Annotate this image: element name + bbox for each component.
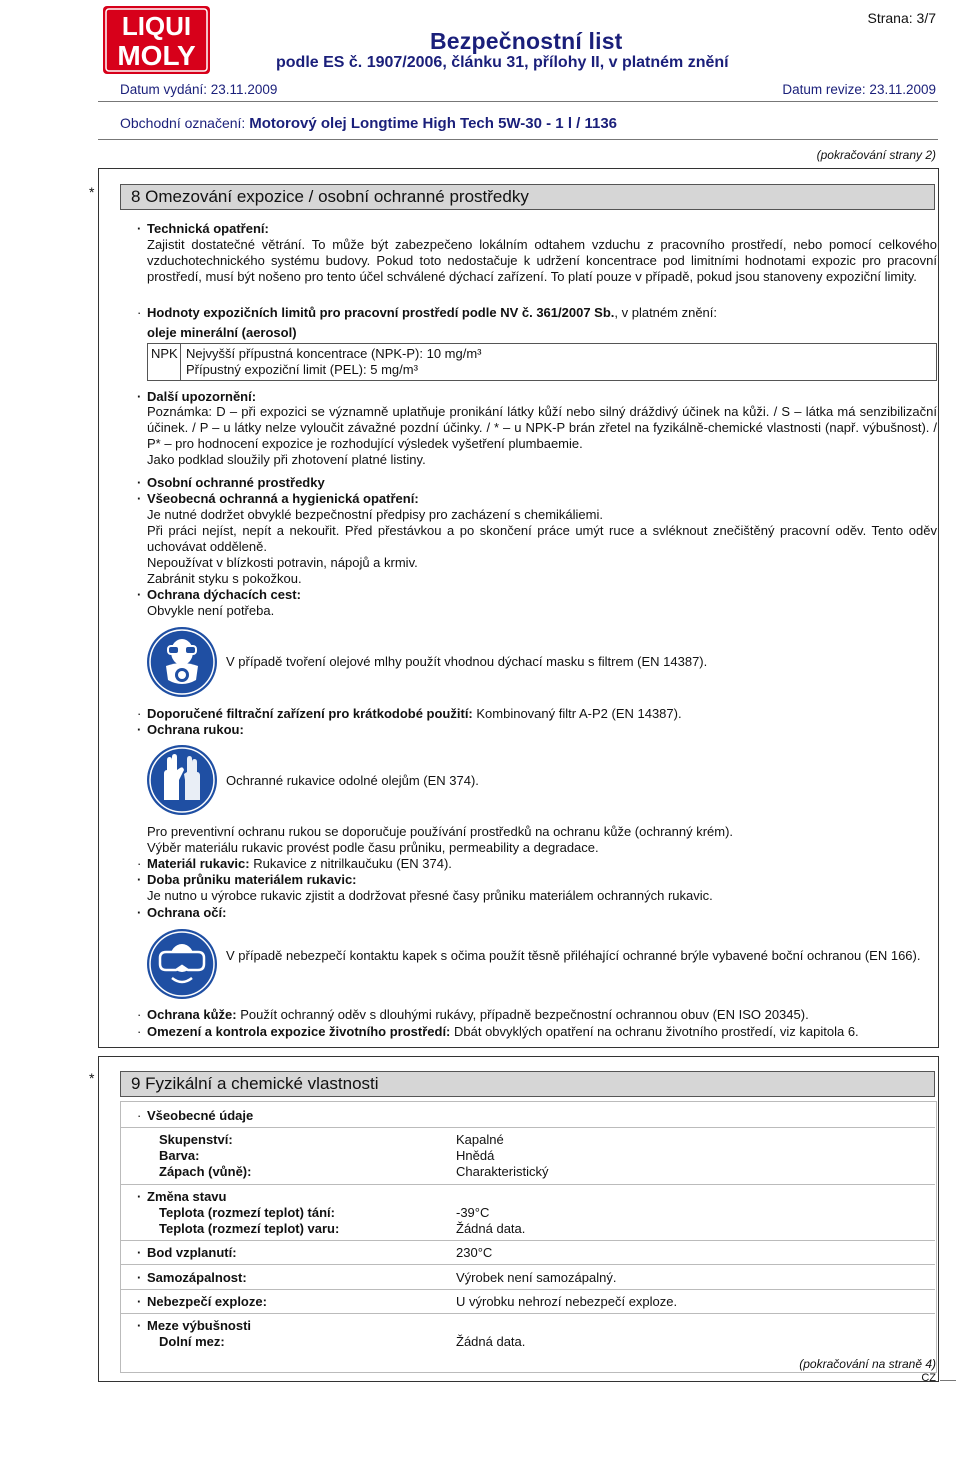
explosive-limits-label: · Meze výbušnosti: [137, 1318, 252, 1333]
continued-to: (pokračování na straně 4): [799, 1357, 936, 1371]
section-8-heading: 8 Omezování expozice / osobní ochranné prostředky: [120, 184, 935, 210]
prop-value: Hnědá: [456, 1148, 495, 1163]
general-label: · Všeobecné údaje: [137, 1108, 254, 1123]
npk-code-cell: NPK: [148, 344, 181, 380]
respiratory-label: · Ochrana dýchacích cest:: [137, 587, 301, 602]
lower-limit-label: Dolní mez:: [159, 1334, 225, 1349]
row-separator: [120, 1127, 935, 1128]
npk-line-1: Nejvyšší přípustná koncentrace (NPK-P): 10 mg/m³: [186, 346, 482, 361]
eye-label: · Ochrana očí:: [137, 905, 227, 920]
tech-label: · Technická opatření:: [137, 221, 269, 236]
hygiene-4: Zabránit styku s pokožkou.: [147, 571, 302, 586]
npk-table: [147, 343, 937, 381]
prop-value: Žádná data.: [456, 1221, 526, 1236]
respirator-icon: [146, 626, 218, 701]
hand-label: · Ochrana rukou:: [137, 722, 244, 737]
hand-text-2: Výběr materiálu rukavic provést podle času průniku, permeability a degradace.: [147, 840, 599, 855]
explosion-label: · Nebezpečí exploze:: [137, 1294, 267, 1309]
language-code: CZ: [921, 1372, 936, 1384]
trade-value: Motorový olej Longtime High Tech 5W-30 - 1 l / 1136: [249, 115, 618, 132]
trade-divider: [98, 139, 938, 140]
tech-text: Zajistit dostatečné větrání. To může být zabezpečeno lokálním odtahem vzduchu z pracovního prostředí, nebo pomocí celkového vzduchotechnického systému budovy. Pokud toto nedostačuje k udržení koncentrace pod limitními hodnotami expozic pro pracovní prostředí, musí být nošeno pro tento účel schválené dýchací zařízení. To platí pouze v případě, pokud jsou stanoveny expoziční limity.: [147, 237, 937, 284]
respiratory-icon-text: V případě tvoření olejové mlhy použít vhodnou dýchací masku s filtrem (EN 14387).: [226, 654, 708, 669]
liqui-moly-logo: [103, 6, 210, 74]
glove-material: · Materiál rukavic: Rukavice z nitrilkaučuku (EN 374).: [137, 856, 452, 871]
prop-label: Zápach (vůně):: [159, 1164, 252, 1179]
prop-value: Charakteristický: [456, 1164, 549, 1179]
revision-star: *: [89, 184, 95, 200]
environment-control: · Omezení a kontrola expozice životního prostředí: Dbát obvyklých opatření na ochranu životního prostředí, viz kapitola 6.: [137, 1024, 859, 1039]
hygiene-label: · Všeobecná ochranná a hygienická opatření:: [137, 491, 419, 506]
footer-rule: [940, 1380, 956, 1381]
logo-line-1: LIQUI: [121, 11, 192, 41]
row-separator: [120, 1240, 935, 1241]
hygiene-3: Nepoužívat v blízkosti potravin, nápojů a krmiv.: [147, 555, 418, 570]
regulation-line: podle ES č. 1907/2006, článku 31, přílohy II, v platném znění: [276, 54, 729, 71]
self-ignition-label: · Samozápalnost:: [137, 1270, 247, 1285]
eye-icon-text: V případě nebezpečí kontaktu kapek s očima použít těsně přiléhající ochranné brýle vybavené boční ochranou (EN 166).: [226, 948, 921, 963]
flash-point-value: 230°C: [456, 1245, 493, 1260]
prop-label: Teplota (rozmezí teplot) tání:: [159, 1205, 335, 1220]
notes-label: · Další upozornění:: [137, 389, 257, 404]
hand-text-1: Pro preventivní ochranu rukou se doporučuje používání prostředků na ochranu kůže (ochranný krém).: [147, 824, 734, 839]
logo-line-2: MOLY: [117, 40, 196, 71]
issue-date: Datum vydání: 23.11.2009: [120, 82, 278, 97]
lower-limit-value: Žádná data.: [456, 1334, 526, 1349]
goggles-icon: [146, 928, 218, 1003]
permeation-label: · Doba průniku materiálem rukavic:: [137, 872, 357, 887]
prop-label: Skupenství:: [159, 1132, 233, 1147]
prop-label: Teplota (rozmezí teplot) varu:: [159, 1221, 340, 1236]
row-separator: [120, 1184, 935, 1185]
substance-name: oleje minerální (aerosol): [147, 325, 297, 340]
notes-basis: Jako podklad sloužily při zhotovení platné listiny.: [147, 452, 426, 467]
limits-heading: · Hodnoty expozičních limitů pro pracovní prostředí podle NV č. 361/2007 Sb., v platném znění:: [137, 305, 718, 320]
npk-line-2: Přípustný expoziční limit (PEL): 5 mg/m³: [186, 362, 418, 377]
state-change-label: · Změna stavu: [137, 1189, 227, 1204]
self-ignition-value: Výrobek není samozápalný.: [456, 1270, 617, 1285]
permeation-text: Je nutno u výrobce rukavic zjistit a dodržovat přesné časy průniku materiálem ochranných rukavic.: [147, 888, 713, 903]
document-title: Bezpečnostní list: [430, 28, 623, 54]
explosion-value: U výrobku nehrozí nebezpečí exploze.: [456, 1294, 678, 1309]
row-separator: [120, 1313, 935, 1314]
header-divider: [98, 101, 938, 102]
hand-icon-text: Ochranné rukavice odolné olejům (EN 374).: [226, 773, 479, 788]
hygiene-2: Při práci nejíst, nepít a nekouřit. Před přestávkou a po skončení práce umýt ruce a svléknout znečištěný pracovní oděv. Tento oděv uchovávat odděleně.: [147, 523, 937, 554]
prop-value: Kapalné: [456, 1132, 504, 1147]
row-separator: [120, 1289, 935, 1290]
prop-value: -39°C: [456, 1205, 490, 1220]
respiratory-text: Obvykle není potřeba.: [147, 603, 275, 618]
row-separator: [120, 1264, 935, 1265]
page-number: Strana: 3/7: [867, 10, 936, 26]
notes-text: Poznámka: D – při expozici se významně uplatňuje pronikání látky kůží nebo silný dráždivý účinek na kůži. / S – látka má senzibilizační účinek. / P – u látky nelze vyloučit závažné pozdní účinky. / * – u NPK-P brán zřetel na fyzikálně-chemické vlastnosti (např. výbušnost). / P* – pro hodnocení expozice je rozhodující výsledek vyšetření plumbaemie.: [147, 404, 937, 451]
hygiene-1: Je nutné dodržet obvyklé bezpečnostní předpisy pro zacházení s chemikáliemi.: [147, 507, 603, 522]
trade-label: Obchodní označení:: [120, 115, 250, 131]
skin-protection: · Ochrana kůže: Použít ochranný oděv s dlouhými rukávy, případně bezpečnostní ochrannou obuv (EN ISO 20345).: [137, 1007, 809, 1022]
revision-date: Datum revize: 23.11.2009: [782, 82, 936, 97]
gloves-icon: [146, 744, 218, 819]
trade-name: [120, 115, 617, 132]
ppe-label: · Osobní ochranné prostředky: [137, 475, 325, 490]
section-9-heading: 9 Fyzikální a chemické vlastnosti: [120, 1071, 935, 1097]
filter-line: · Doporučené filtrační zařízení pro krátkodobé použití: Kombinovaný filtr A-P2 (EN 14387).: [137, 706, 682, 721]
revision-star-9: *: [89, 1070, 95, 1086]
flash-point-label: · Bod vzplanutí:: [137, 1245, 237, 1260]
continued-from: (pokračování strany 2): [816, 148, 936, 162]
prop-label: Barva:: [159, 1148, 200, 1163]
